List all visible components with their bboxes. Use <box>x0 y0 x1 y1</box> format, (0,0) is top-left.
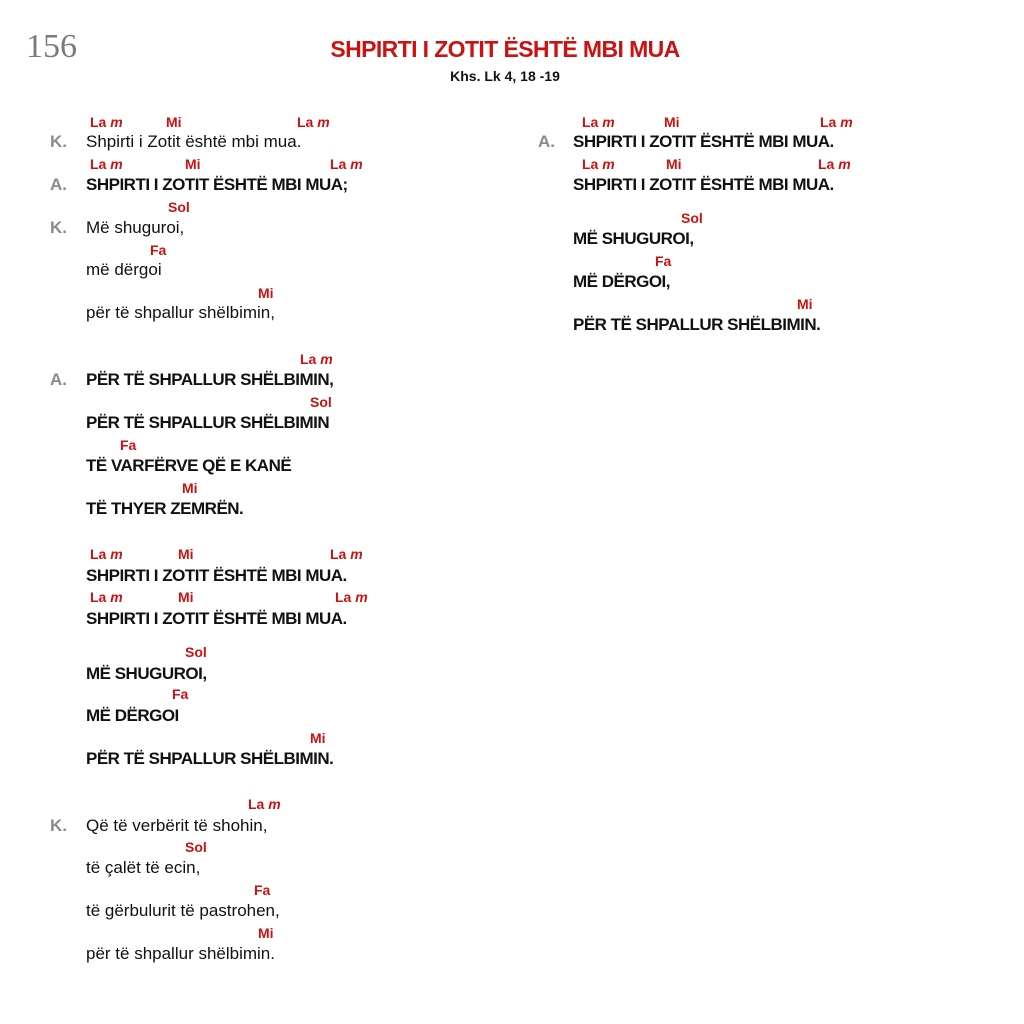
lyric-line: PËR TË SHPALLUR SHËLBIMIN, <box>86 370 334 389</box>
chord-fa: Fa <box>120 437 137 453</box>
cantor-marker: K. <box>50 816 67 835</box>
cantor-marker: K. <box>50 218 67 237</box>
lyric-line: MË SHUGUROI, <box>573 229 694 248</box>
lyric-line: SHPIRTI I ZOTIT ËSHTË MBI MUA. <box>573 132 834 151</box>
lyric-line: të gërbulurit të pastrohen, <box>86 901 280 920</box>
lyric-line: Që të verbërit të shohin, <box>86 816 268 835</box>
chord-mi: Mi <box>166 114 182 130</box>
chord-la-minor: La m <box>820 114 853 130</box>
assembly-marker: A. <box>538 132 555 151</box>
chord-la-minor: La m <box>335 589 368 605</box>
chord-fa: Fa <box>172 686 189 702</box>
song-title: SHPIRTI I ZOTIT ËSHTË MBI MUA <box>330 36 680 62</box>
chord-mi: Mi <box>258 285 274 301</box>
chord-fa: Fa <box>254 882 271 898</box>
chord-la-minor: La m <box>297 114 330 130</box>
chord-la-minor: La m <box>582 114 615 130</box>
chord-sol: Sol <box>310 394 332 410</box>
chord-la-minor: La m <box>330 546 363 562</box>
chord-mi: Mi <box>310 730 326 746</box>
chord-la-minor: La m <box>818 156 851 172</box>
chord-sol: Sol <box>185 644 207 660</box>
lyric-line: MË DËRGOI <box>86 706 179 725</box>
lyric-line: TË VARFËRVE QË E KANË <box>86 456 292 475</box>
lyric-line: MË DËRGOI, <box>573 272 671 291</box>
chord-fa: Fa <box>655 253 672 269</box>
lyric-line: të çalët të ecin, <box>86 858 201 877</box>
chord-fa: Fa <box>150 242 167 258</box>
chord-la-minor: La m <box>248 796 281 812</box>
lyric-line: PËR TË SHPALLUR SHËLBIMIN. <box>86 749 334 768</box>
lyric-line: SHPIRTI I ZOTIT ËSHTË MBI MUA. <box>86 566 347 585</box>
lyric-line: më dërgoi <box>86 260 162 279</box>
lyric-line: MË SHUGUROI, <box>86 664 207 683</box>
lyric-line: SHPIRTI I ZOTIT ËSHTË MBI MUA. <box>86 609 347 628</box>
assembly-marker: A. <box>50 175 67 194</box>
assembly-marker: A. <box>50 370 67 389</box>
chord-sol: Sol <box>185 839 207 855</box>
chord-mi: Mi <box>178 589 194 605</box>
chord-la-minor: La m <box>300 351 333 367</box>
chord-mi: Mi <box>185 156 201 172</box>
chord-sol: Sol <box>168 199 190 215</box>
cantor-marker: K. <box>50 132 67 151</box>
chord-la-minor: La m <box>90 546 123 562</box>
scripture-reference: Khs. Lk 4, 18 -19 <box>450 68 560 84</box>
chord-mi: Mi <box>178 546 194 562</box>
lyric-line: PËR TË SHPALLUR SHËLBIMIN. <box>573 315 821 334</box>
lyric-line: për të shpallur shëlbimin, <box>86 303 275 322</box>
chord-mi: Mi <box>182 480 198 496</box>
lyric-line: PËR TË SHPALLUR SHËLBIMIN <box>86 413 330 432</box>
lyric-line: SHPIRTI I ZOTIT ËSHTË MBI MUA. <box>573 175 834 194</box>
chord-la-minor: La m <box>90 589 123 605</box>
chord-la-minor: La m <box>582 156 615 172</box>
page-number: 156 <box>26 28 77 65</box>
lyric-line: për të shpallur shëlbimin. <box>86 944 275 963</box>
chord-sol: Sol <box>681 210 703 226</box>
chord-mi: Mi <box>666 156 682 172</box>
lyric-line: Më shuguroi, <box>86 218 185 237</box>
chord-la-minor: La m <box>90 156 123 172</box>
chord-mi: Mi <box>664 114 680 130</box>
chord-mi: Mi <box>258 925 274 941</box>
chord-la-minor: La m <box>90 114 123 130</box>
chord-la-minor: La m <box>330 156 363 172</box>
lyric-line: SHPIRTI I ZOTIT ËSHTË MBI MUA; <box>86 175 348 194</box>
chord-mi: Mi <box>797 296 813 312</box>
lyric-line: Shpirti i Zotit është mbi mua. <box>86 132 302 151</box>
lyric-line: TË THYER ZEMRËN. <box>86 499 244 518</box>
